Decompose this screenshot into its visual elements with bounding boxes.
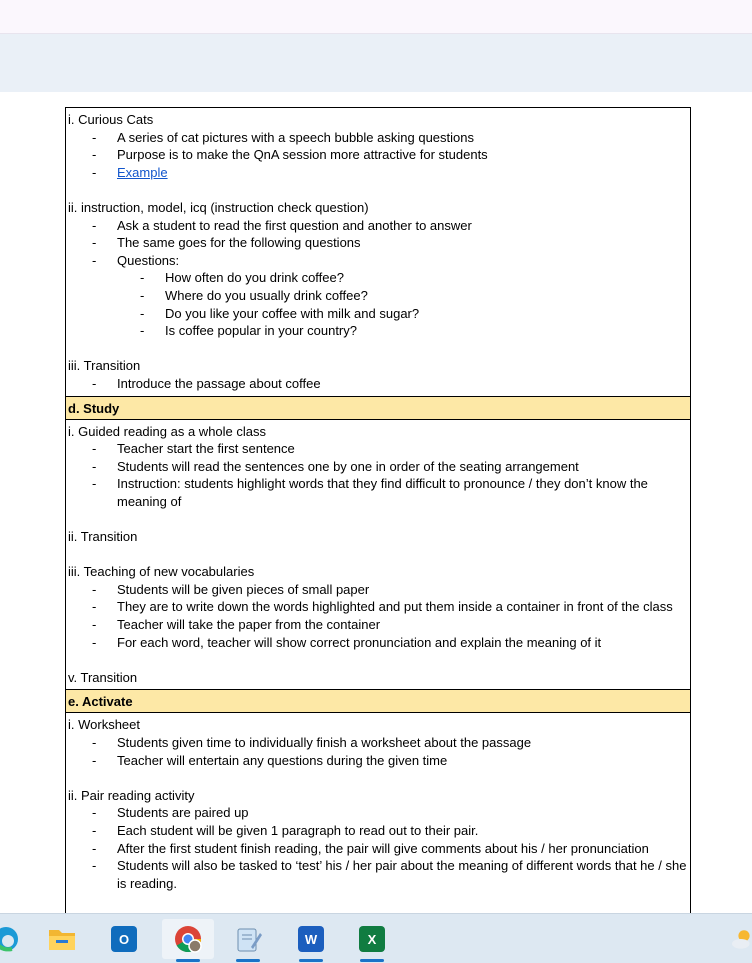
- bullet-item: - Students will read the sentences one by one in order of the seating arrangement: [68, 458, 688, 476]
- sub-bullet-item: - How often do you drink coffee?: [68, 269, 688, 287]
- bullet-item: - Questions:: [68, 252, 688, 270]
- item-heading: iii. Teaching of new vocabularies: [68, 564, 255, 580]
- file-explorer-icon: [47, 926, 77, 952]
- sub-bullet-item: - Is coffee popular in your country?: [68, 322, 688, 340]
- section-d-heading: d. Study: [66, 397, 690, 420]
- bullet-item: - Students given time to individually finish a worksheet about the passage: [68, 734, 688, 752]
- bullet-item: - A series of cat pictures with a speech bubble asking questions: [68, 129, 688, 147]
- sub-bullet-item: - Do you like your coffee with milk and sugar?: [68, 305, 688, 323]
- item-heading: ii. Pair reading activity: [68, 787, 195, 803]
- edge-icon: [0, 925, 20, 953]
- excel-icon: X: [359, 926, 385, 952]
- item-heading: i. Curious Cats: [68, 112, 154, 127]
- bullet-item: - For each word, teacher will show correct pronunciation and explain the meaning of it: [68, 634, 688, 652]
- example-link[interactable]: Example: [117, 164, 168, 180]
- item-heading: v. Transition: [68, 669, 138, 685]
- bullet-item: - Teacher start the first sentence: [68, 440, 688, 458]
- bullet-item: [68, 164, 688, 182]
- weather-icon: [728, 925, 752, 953]
- taskbar-notepad-button[interactable]: [228, 919, 268, 959]
- bullet-item: - Students will also be tasked to ‘test’ his / her pair about the meaning of different words that he / she is reading.: [68, 857, 688, 892]
- bullet-item: - Teacher will take the paper from the container: [68, 616, 688, 634]
- bullet-item: - Teacher will entertain any questions during the given time: [68, 752, 688, 770]
- bullet-item: - Ask a student to read the first question and another to answer: [68, 217, 688, 235]
- item-heading: ii. instruction, model, icq (instruction check question): [68, 199, 369, 215]
- spacer: [68, 510, 688, 528]
- spacer: [68, 181, 688, 199]
- spacer: [68, 651, 688, 669]
- taskbar-file-explorer-button[interactable]: [42, 919, 82, 959]
- windows-taskbar: [0, 913, 752, 963]
- spacer: [68, 340, 688, 358]
- chrome-icon: [173, 924, 203, 954]
- taskbar-excel-button[interactable]: [352, 919, 392, 959]
- outlook-icon: O: [111, 926, 137, 952]
- taskbar-chrome-button[interactable]: [162, 919, 214, 959]
- item-heading: iii. Transition: [68, 358, 141, 374]
- notepad-icon: [233, 925, 263, 953]
- browser-top-bar: [0, 0, 752, 34]
- section-d-content-cell: [66, 420, 690, 691]
- bullet-item: - Purpose is to make the QnA session more attractive for students: [68, 146, 688, 164]
- document-toolbar-area: [0, 34, 752, 92]
- bullet-item: - Students will be given pieces of small paper: [68, 581, 688, 599]
- bullet-item: - After the first student finish reading, the pair will give comments about his / her pronunciation: [68, 840, 688, 858]
- item-heading: i. Guided reading as a whole class: [68, 423, 267, 439]
- sub-bullet-item: - Where do you usually drink coffee?: [68, 287, 688, 305]
- lesson-plan-table: [65, 107, 691, 913]
- item-heading: i. Worksheet: [68, 717, 141, 733]
- bullet-item: - Instruction: students highlight words that they find difficult to pronounce / they don’t know the meaning of: [68, 475, 688, 510]
- taskbar-word-button[interactable]: [291, 919, 331, 959]
- taskbar-edge-button[interactable]: [0, 919, 26, 959]
- word-icon: W: [298, 926, 324, 952]
- section-c-content-cell: [66, 108, 690, 397]
- bullet-item: - Students are paired up: [68, 804, 688, 822]
- taskbar-outlook-button[interactable]: [104, 919, 144, 959]
- spacer: [68, 769, 688, 787]
- spacer: [68, 546, 688, 564]
- bullet-item: - Introduce the passage about coffee: [68, 375, 688, 393]
- bullet-item: - They are to write down the words highlighted and put them inside a container in front of the class: [68, 598, 688, 616]
- item-heading: ii. Transition: [68, 529, 138, 545]
- bullet-item: - The same goes for the following questions: [68, 234, 688, 252]
- section-e-content-cell: [66, 713, 690, 895]
- section-e-heading: e. Activate: [66, 690, 690, 713]
- bullet-item: - Each student will be given 1 paragraph to read out to their pair.: [68, 822, 688, 840]
- taskbar-weather-widget[interactable]: [728, 919, 752, 959]
